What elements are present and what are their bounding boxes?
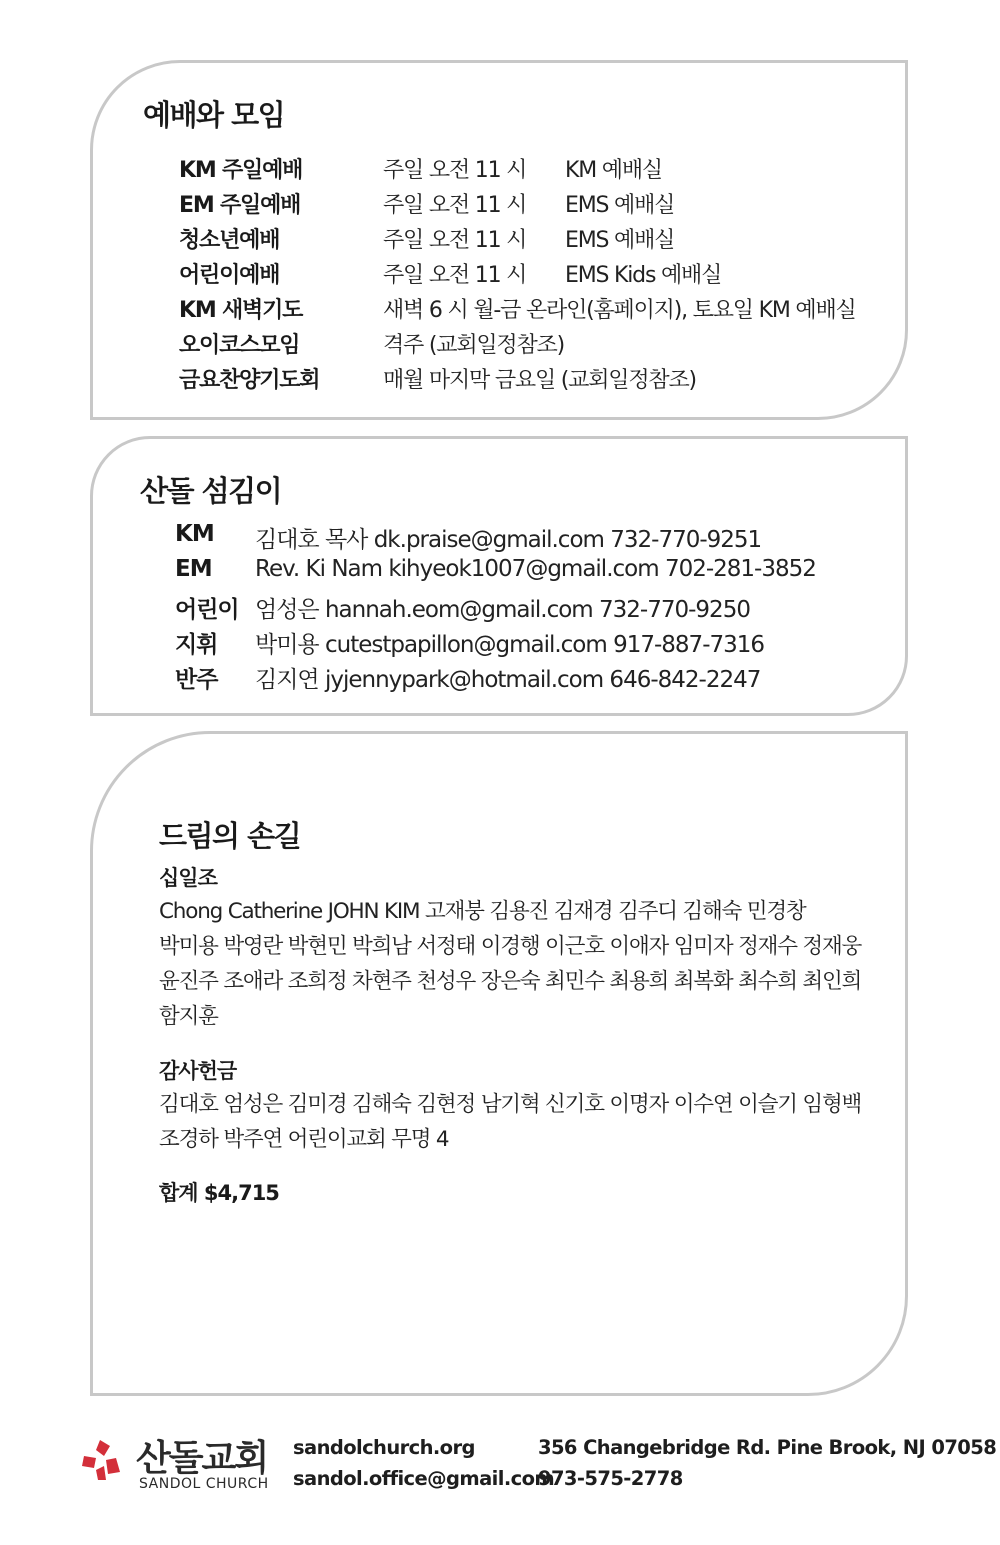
staff-role: KM xyxy=(175,521,214,547)
phone-text: 973-575-2778 xyxy=(538,1467,683,1490)
staff-info: 엄성은 hannah.eom@gmail.com 732-770-9250 xyxy=(255,597,750,623)
website-link[interactable]: sandolchurch.org xyxy=(293,1436,475,1459)
worship-name: 청소년예배 xyxy=(179,228,280,253)
thanks-label: 감사헌금 xyxy=(159,1059,237,1083)
staff-info: 김대호 목사 dk.praise@gmail.com 732-770-9251 xyxy=(255,527,762,553)
worship-row xyxy=(179,188,899,222)
worship-place: EMS 예배실 xyxy=(565,228,675,253)
worship-time: 주일 오전 11 시 xyxy=(383,228,527,253)
worship-time: 매월 마지막 금요일 (교회일정참조) xyxy=(383,368,696,393)
worship-place: EMS 예배실 xyxy=(565,193,675,218)
staff-role: 반주 xyxy=(175,667,218,693)
staff-role: 지휘 xyxy=(175,632,218,658)
offering-total: 합계 $4,715 xyxy=(159,1181,279,1205)
thanks-names xyxy=(159,1087,879,1157)
staff-role: EM xyxy=(175,556,212,582)
worship-name: 금요찬양기도회 xyxy=(179,368,320,393)
worship-name: EM 주일예배 xyxy=(179,193,301,218)
worship-time: 격주 (교회일정참조) xyxy=(383,333,564,358)
email-link[interactable]: sandol.office@gmail.com xyxy=(293,1467,555,1490)
worship-row xyxy=(179,153,899,187)
tithe-label: 십일조 xyxy=(159,866,217,890)
staff-title: 산돌 섬김이 xyxy=(140,474,282,508)
staff-info: Rev. Ki Nam kihyeok1007@gmail.com 702-281-3852 xyxy=(255,556,816,582)
worship-card xyxy=(90,60,908,420)
worship-place: KM 예배실 xyxy=(565,158,662,183)
tithe-names xyxy=(159,894,879,1034)
thanks-line: 조경하 박주연 어린이교회 무명 4 xyxy=(159,1127,449,1152)
tithe-line: 박미용 박영란 박현민 박희남 서정태 이경행 이근호 이애자 임미자 정재수 정재웅 xyxy=(159,934,862,959)
worship-time: 주일 오전 11 시 xyxy=(383,263,527,288)
worship-row xyxy=(179,363,899,397)
staff-row xyxy=(175,556,895,590)
tithe-line: 윤진주 조애라 조희정 차현주 천성우 장은숙 최민수 최용희 최복화 최수희 최인희 xyxy=(159,969,862,994)
offering-card xyxy=(90,731,908,1396)
worship-name: KM 주일예배 xyxy=(179,158,303,183)
staff-card xyxy=(90,436,908,716)
staff-info: 김지연 jyjennypark@hotmail.com 646-842-2247 xyxy=(255,667,761,693)
worship-title: 예배와 모임 xyxy=(143,98,285,132)
worship-name: 어린이예배 xyxy=(179,263,280,288)
worship-place: EMS Kids 예배실 xyxy=(565,263,722,288)
address-text: 356 Changebridge Rd. Pine Brook, NJ 07058 xyxy=(538,1436,997,1459)
church-logo-icon xyxy=(80,1436,126,1482)
worship-row xyxy=(179,223,899,257)
tithe-line: Chong Catherine JOHN KIM 고재붕 김용진 김재경 김주디 김해숙 민경창 xyxy=(159,899,806,924)
worship-time: 주일 오전 11 시 xyxy=(383,158,527,183)
staff-row xyxy=(175,661,895,695)
logo-english: SANDOL CHURCH xyxy=(139,1476,269,1492)
offering-title: 드림의 손길 xyxy=(159,819,301,853)
worship-row xyxy=(179,328,899,362)
staff-role: 어린이 xyxy=(175,597,239,623)
staff-row xyxy=(175,591,895,625)
worship-time: 주일 오전 11 시 xyxy=(383,193,527,218)
staff-row xyxy=(175,626,895,660)
worship-name: 오이코스모임 xyxy=(179,333,300,358)
worship-time: 새벽 6 시 월-금 온라인(홈페이지), 토요일 KM 예배실 xyxy=(383,298,856,323)
footer xyxy=(0,1420,1000,1530)
thanks-line: 김대호 엄성은 김미경 김해숙 김현정 남기혁 신기호 이명자 이수연 이슬기 임형백 xyxy=(159,1092,862,1117)
logo-korean: 산돌교회 xyxy=(136,1438,268,1479)
worship-row xyxy=(179,258,899,292)
worship-row xyxy=(179,293,899,327)
tithe-line: 함지훈 xyxy=(159,1004,218,1029)
staff-info: 박미용 cutestpapillon@gmail.com 917-887-7316 xyxy=(255,632,765,658)
staff-row xyxy=(175,521,895,555)
worship-name: KM 새벽기도 xyxy=(179,298,303,323)
